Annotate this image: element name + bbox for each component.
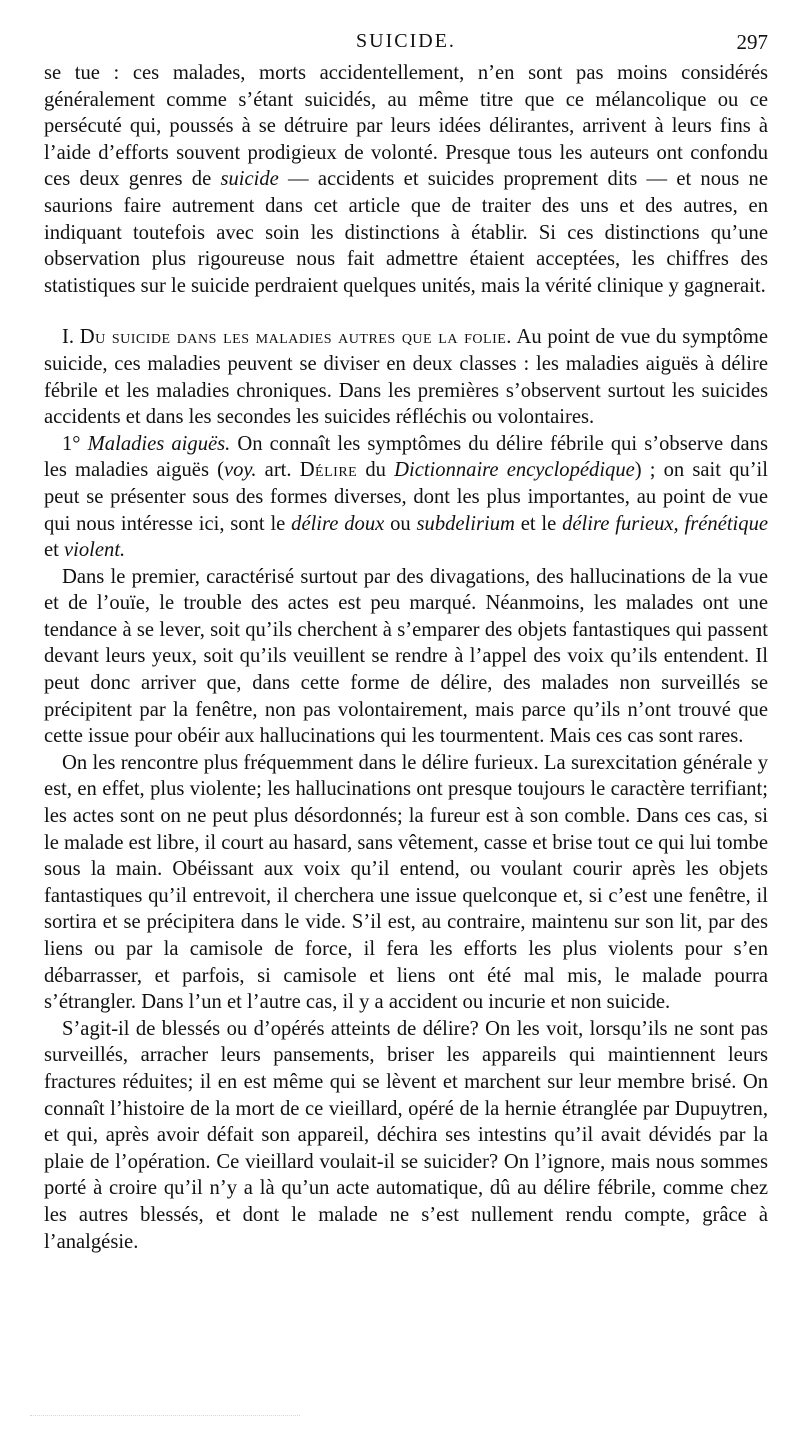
emphasis-subdelirium: subdelirium: [416, 512, 515, 535]
paragraph-text: Au point de vue du symptôme suicide, ces maladies peuvent se diviser en deux classes : les maladies aiguës à délire fébrile et les maladies chroniques. Dans les premières s’observent surtout les suicides accidents et dans les secondes les suicides réfléchis ou volontaires.: [44, 326, 768, 429]
paragraph-text: et le: [514, 512, 563, 535]
emphasis-violent: violent.: [64, 539, 126, 562]
emphasis-delire-doux: délire doux: [291, 512, 385, 535]
paragraph-text: — accidents et suicides proprement dits — et nous ne saurions faire autrement dans cet article que de traiter des uns et des autres, en indiquant toutefois avec soin les distinctions à établir. Si ces distinctions qu’une observation plus rigoureuse nous fait admettre étaient acceptées, les chiffres des statistiques sur le suicide perdraient quelques unités, mais la vérité clinique y gagnerait.: [44, 168, 768, 297]
section-heading: Du suicide dans les maladies autres que la folie.: [79, 326, 512, 349]
bottom-margin-marks: [30, 1415, 300, 1422]
reference-dictionnaire: Dictionnaire encyclopédique: [394, 459, 635, 482]
reference-delire: Délire: [299, 459, 358, 482]
page-header: [44, 30, 768, 56]
section-number: I.: [62, 326, 80, 349]
paragraph: On les rencontre plus fréquemment dans le délire furieux. La surexcitation générale y est, en effet, plus violente; les hallucinations ont presque toujours le caractère terrifiant; les actes sont on ne peut plus désordonnés; la fureur est à son comble. Dans ces cas, si le malade est libre, il court au hasard, sans vêtement, casse et brise tout ce qui lui tombe sous la main. Obéissant aux voix qu’il entend, ou voulant courir après les objets fantastiques qu’il entrevoit, il cherchera une issue quelconque et, si c’est une fenêtre, il sortira et se précipitera dans le vide. S’il est, au contraire, maintenu sur son lit, par des liens ou par la camisole de force, il fera les efforts les plus violents pour s’en débarrasser, et parfois, si camisole et liens ont été mal mis, le malade pourra s’étrangler. Dans l’un et l’autre cas, il y a accident ou incurie et non suicide.: [44, 751, 768, 1014]
subsection-number: 1°: [62, 432, 88, 455]
paragraph-text: ) ; on sait qu’il peut se présenter sous des formes diverses, dont les plus importantes, au point de vue qui nous intéresse ici, sont le: [44, 459, 768, 535]
paragraph-text: art.: [256, 459, 300, 482]
emphasis-delire-furieux: délire furieux, frénétique: [562, 512, 769, 535]
section-paragraph: [44, 324, 768, 430]
subsection-heading: Maladies aiguës.: [87, 432, 231, 455]
paragraph-text: ou: [384, 512, 417, 535]
paragraph-continuation: [44, 60, 768, 299]
subsection-paragraph: [44, 431, 768, 564]
page-number: 297: [736, 30, 768, 54]
paragraph-text: On connaît les symptômes du délire fébrile qui s’observe dans les maladies aiguës (: [44, 432, 768, 482]
paragraph: S’agit-il de blessés ou d’opérés atteints de délire? On les voit, lorsqu’ils ne sont pas surveillés, arracher leurs pansements, briser les appareils qui maintiennent leurs fractures réduites; il en est même qui se lèvent et marchent sur leur membre brisé. On connaît l’histoire de la mort de ce vieillard, opéré de la hernie étranglée par Dupuytren, et qui, après avoir défait son appareil, déchira ses intestins qu’il avait dévidés par la plaie de l’opération. Ce vieillard voulait-il se suicider? On l’ignore, mais nous sommes porté à croire qu’il n’y a là qu’un acte automatique, dû au délire fébrile, comme chez les autres blessés, et dont le malade ne s’est nullement rendu compte, grâce à l’analgésie.: [44, 1017, 768, 1253]
paragraph: Dans le premier, caractérisé surtout par des divagations, des hallucinations de la vue et de l’ouïe, le trouble des actes est peu marqué. Néanmoins, les malades ont une tendance à se lever, soit qu’ils cherchent à s’emparer des objets fantastiques qui passent devant leurs yeux, soit qu’ils veuillent se rendre à l’appel des voix qu’ils entendent. Il peut donc arriver que, dans cette forme de délire, des malades non surveillés se précipitent par la fenêtre, non pas volontairement, mais parce qu’ils n’ont trouvé que cette issue pour obéir aux hallucinations qui les tourmentent. Mais ces cas sont rares.: [44, 565, 768, 748]
emphasis-suicide: suicide: [220, 168, 279, 191]
paragraph-text: du: [357, 459, 395, 482]
paragraph-text: et: [44, 539, 65, 562]
paragraph-text: se tue : ces malades, morts accidentellement, n’en sont pas moins considérés généralement comme s’étant suicidés, au même titre que ce mélancolique ou ce persécuté qui, poussés à se détruire par leurs idées délirantes, arrivent à leurs fins à l’aide d’efforts souvent prodigieux de volonté. Presque tous les auteurs ont confondu ces deux genres de: [44, 62, 768, 191]
emphasis-voy: voy.: [223, 459, 257, 482]
page-body: [44, 60, 768, 1255]
running-title: SUICIDE.: [356, 30, 456, 52]
